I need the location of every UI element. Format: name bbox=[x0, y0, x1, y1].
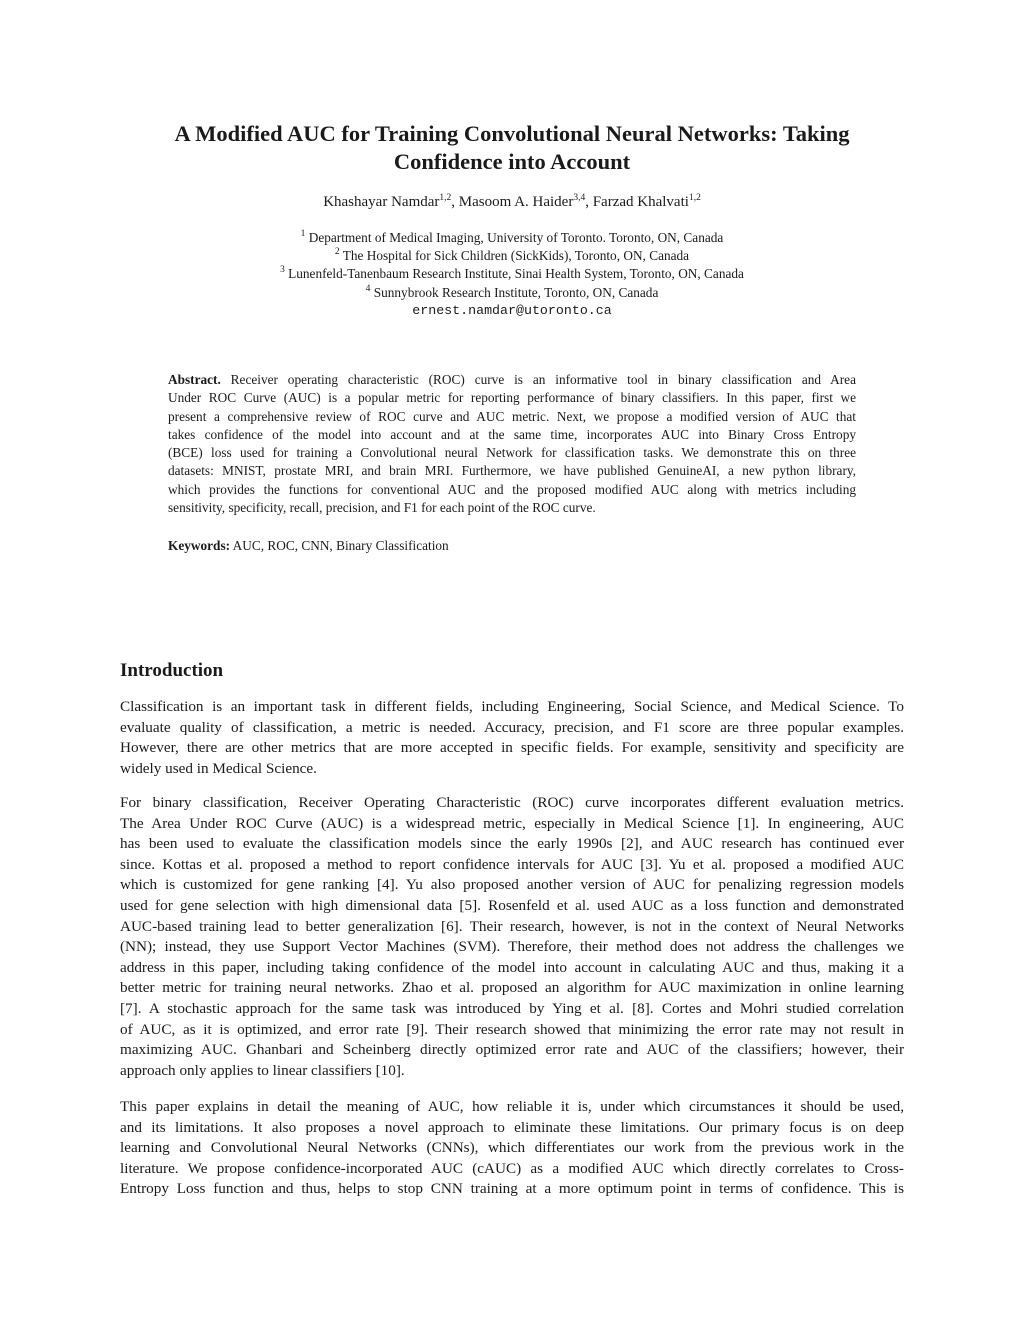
author-2 bbox=[459, 194, 593, 210]
author-3 bbox=[593, 194, 701, 210]
affiliation-text: Lunenfeld-Tanenbaum Research Institute, Sinai Health System, Toronto, ON, Canada bbox=[284, 266, 744, 282]
author-name: Khashayar Namdar bbox=[323, 194, 440, 210]
paragraph-line: This paper explains in detail the meaning of AUC, how reliable it is, under which circumstances it should be used, bbox=[120, 1098, 904, 1115]
paragraph-line: approach only applies to linear classifiers [10]. bbox=[120, 1061, 405, 1079]
paragraph-line: has been used to evaluate the classification models since the early 1990s [2], and AUC research has continued ever bbox=[120, 835, 904, 853]
paragraph-line: maximizing AUC. Ghanbari and Scheinberg directly optimized error rate and AUC of the classifiers; however, their bbox=[120, 1041, 904, 1059]
author-affiliation-mark: 1,2 bbox=[439, 193, 452, 203]
paragraph-line: However, there are other metrics that are more accepted in specific fields. For example, sensitivity and specificity are bbox=[120, 739, 904, 757]
paper-title bbox=[0, 120, 1024, 176]
affiliation-number: 4 bbox=[365, 283, 371, 294]
title-line-2: Confidence into Account bbox=[393, 149, 631, 174]
author-list bbox=[0, 192, 1024, 212]
affiliation-2 bbox=[0, 247, 1024, 265]
abstract-text: Receiver operating characteristic (ROC) curve is an informative tool in binary classification and Area bbox=[220, 372, 856, 387]
author-affiliation-mark: 1,2 bbox=[688, 193, 701, 203]
affiliation-number: 3 bbox=[280, 265, 285, 276]
abstract bbox=[168, 371, 856, 517]
paragraph-line: and its limitations. It also proposes a novel approach to eliminate these limitations. Our primary focus is on deep bbox=[120, 1118, 904, 1136]
paragraph-line: widely used in Medical Science. bbox=[120, 759, 317, 777]
author-separator: , bbox=[585, 194, 593, 210]
intro-paragraph-2 bbox=[120, 793, 904, 1081]
paragraph-line: AUC-based training lead to better generalization [6]. Their research, however, is not in the context of Neural Networks bbox=[120, 917, 904, 935]
paragraph-line: [7]. A stochastic approach for the same task was introduced by Ying et al. [8]. Cortes and Mohri studied correlation bbox=[120, 999, 904, 1017]
title-line-1: A Modified AUC for Training Convolutional Neural Networks: Taking bbox=[174, 121, 850, 146]
keywords bbox=[168, 537, 856, 555]
abstract-line: present a comprehensive review of ROC curve and AUC metric. Next, we propose a modified version of AUC that bbox=[168, 408, 856, 424]
affiliation-text: Sunnybrook Research Institute, Toronto, ON, Canada bbox=[370, 284, 659, 300]
keywords-label: Keywords: bbox=[168, 538, 231, 553]
paragraph-line: Classification is an important task in different fields, including Engineering, Social Science, and Medical Science. To bbox=[120, 698, 904, 715]
abstract-line: takes confidence of the model into account and at the same time, incorporates AUC into Binary Cross Entropy bbox=[168, 426, 856, 442]
paragraph-line: (NN); instead, they use Support Vector Machines (SVM). Therefore, their method does not address the challenges we bbox=[120, 938, 904, 956]
affiliation-1 bbox=[0, 229, 1024, 247]
abstract-label: Abstract. bbox=[168, 372, 221, 387]
affiliation-number: 2 bbox=[334, 247, 340, 258]
affiliation-list bbox=[0, 229, 1024, 320]
keywords-text: AUC, ROC, CNN, Binary Classification bbox=[230, 538, 449, 553]
paragraph-line: literature. We propose confidence-incorporated AUC (cAUC) as a modified AUC which directly correlates to Cross- bbox=[120, 1159, 904, 1177]
abstract-line: (BCE) loss used for training a Convolutional neural Network for classification tasks. We demonstrate this on three bbox=[168, 445, 856, 461]
section-heading-introduction: Introduction bbox=[120, 660, 224, 681]
author-affiliation-mark: 3,4 bbox=[573, 193, 586, 203]
paragraph-line: better metric for training neural networks. Zhao et al. proposed an algorithm for AUC maximization in online learning bbox=[120, 979, 904, 997]
abstract-line: Under ROC Curve (AUC) is a popular metric for reporting performance of binary classifiers. In this paper, first we bbox=[168, 390, 856, 406]
paragraph-line: address in this paper, including taking confidence of the model into account in calculating AUC and thus, making it a bbox=[120, 958, 904, 976]
intro-paragraph-3 bbox=[120, 1097, 904, 1200]
intro-paragraph-1 bbox=[120, 697, 904, 779]
paragraph-line: which is customized for gene ranking [4]. Yu also proposed another version of AUC for penalizing regression models bbox=[120, 876, 904, 894]
abstract-line: which provides the functions for conventional AUC and the proposed modified AUC along with metrics including bbox=[168, 481, 856, 497]
paragraph-line: For binary classification, Receiver Operating Characteristic (ROC) curve incorporates different evaluation metrics. bbox=[120, 794, 904, 811]
paragraph-line: The Area Under ROC Curve (AUC) is a widespread metric, especially in Medical Science [1]. In engineering, AUC bbox=[120, 814, 904, 832]
author-separator: , bbox=[451, 194, 459, 210]
affiliation-3 bbox=[0, 265, 1024, 283]
affiliation-number: 1 bbox=[300, 229, 306, 239]
affiliation-text: Department of Medical Imaging, University of Toronto. Toronto, ON, Canada bbox=[305, 230, 724, 245]
abstract-line bbox=[168, 371, 856, 389]
affiliation-text: The Hospital for Sick Children (SickKids), Toronto, ON, Canada bbox=[339, 248, 690, 264]
author-name: Farzad Khalvati bbox=[592, 194, 689, 210]
paragraph-line: used for gene selection with high dimensional data [5]. Rosenfeld et al. used AUC as a loss function and demonstrated bbox=[120, 896, 904, 914]
affiliation-4 bbox=[0, 284, 1024, 302]
paragraph-line: of AUC, as it is optimized, and error rate [9]. Their research showed that minimizing the error rate may not result in bbox=[120, 1020, 904, 1038]
paragraph-line: evaluate quality of classification, a metric is needed. Accuracy, precision, and F1 score are three popular examples. bbox=[120, 718, 904, 736]
paragraph-line: Entropy Loss function and thus, helps to stop CNN training at a more optimum point in terms of confidence. This is bbox=[120, 1180, 904, 1198]
paragraph-line: since. Kottas et al. proposed a method to report confidence intervals for AUC [3]. Yu et al. proposed a modified AUC bbox=[120, 855, 904, 873]
author-name: Masoom A. Haider bbox=[458, 194, 574, 210]
contact-email: ernest.namdar@utoronto.ca bbox=[412, 302, 612, 318]
author-1 bbox=[323, 194, 459, 210]
paragraph-line: learning and Convolutional Neural Networks (CNNs), which differentiates our work from the previous work in the bbox=[120, 1139, 904, 1157]
abstract-line: sensitivity, specificity, recall, precision, and F1 for each point of the ROC curve. bbox=[168, 500, 596, 516]
abstract-line: datasets: MNIST, prostate MRI, and brain MRI. Furthermore, we have published GenuineAI, a new python library, bbox=[168, 463, 856, 479]
